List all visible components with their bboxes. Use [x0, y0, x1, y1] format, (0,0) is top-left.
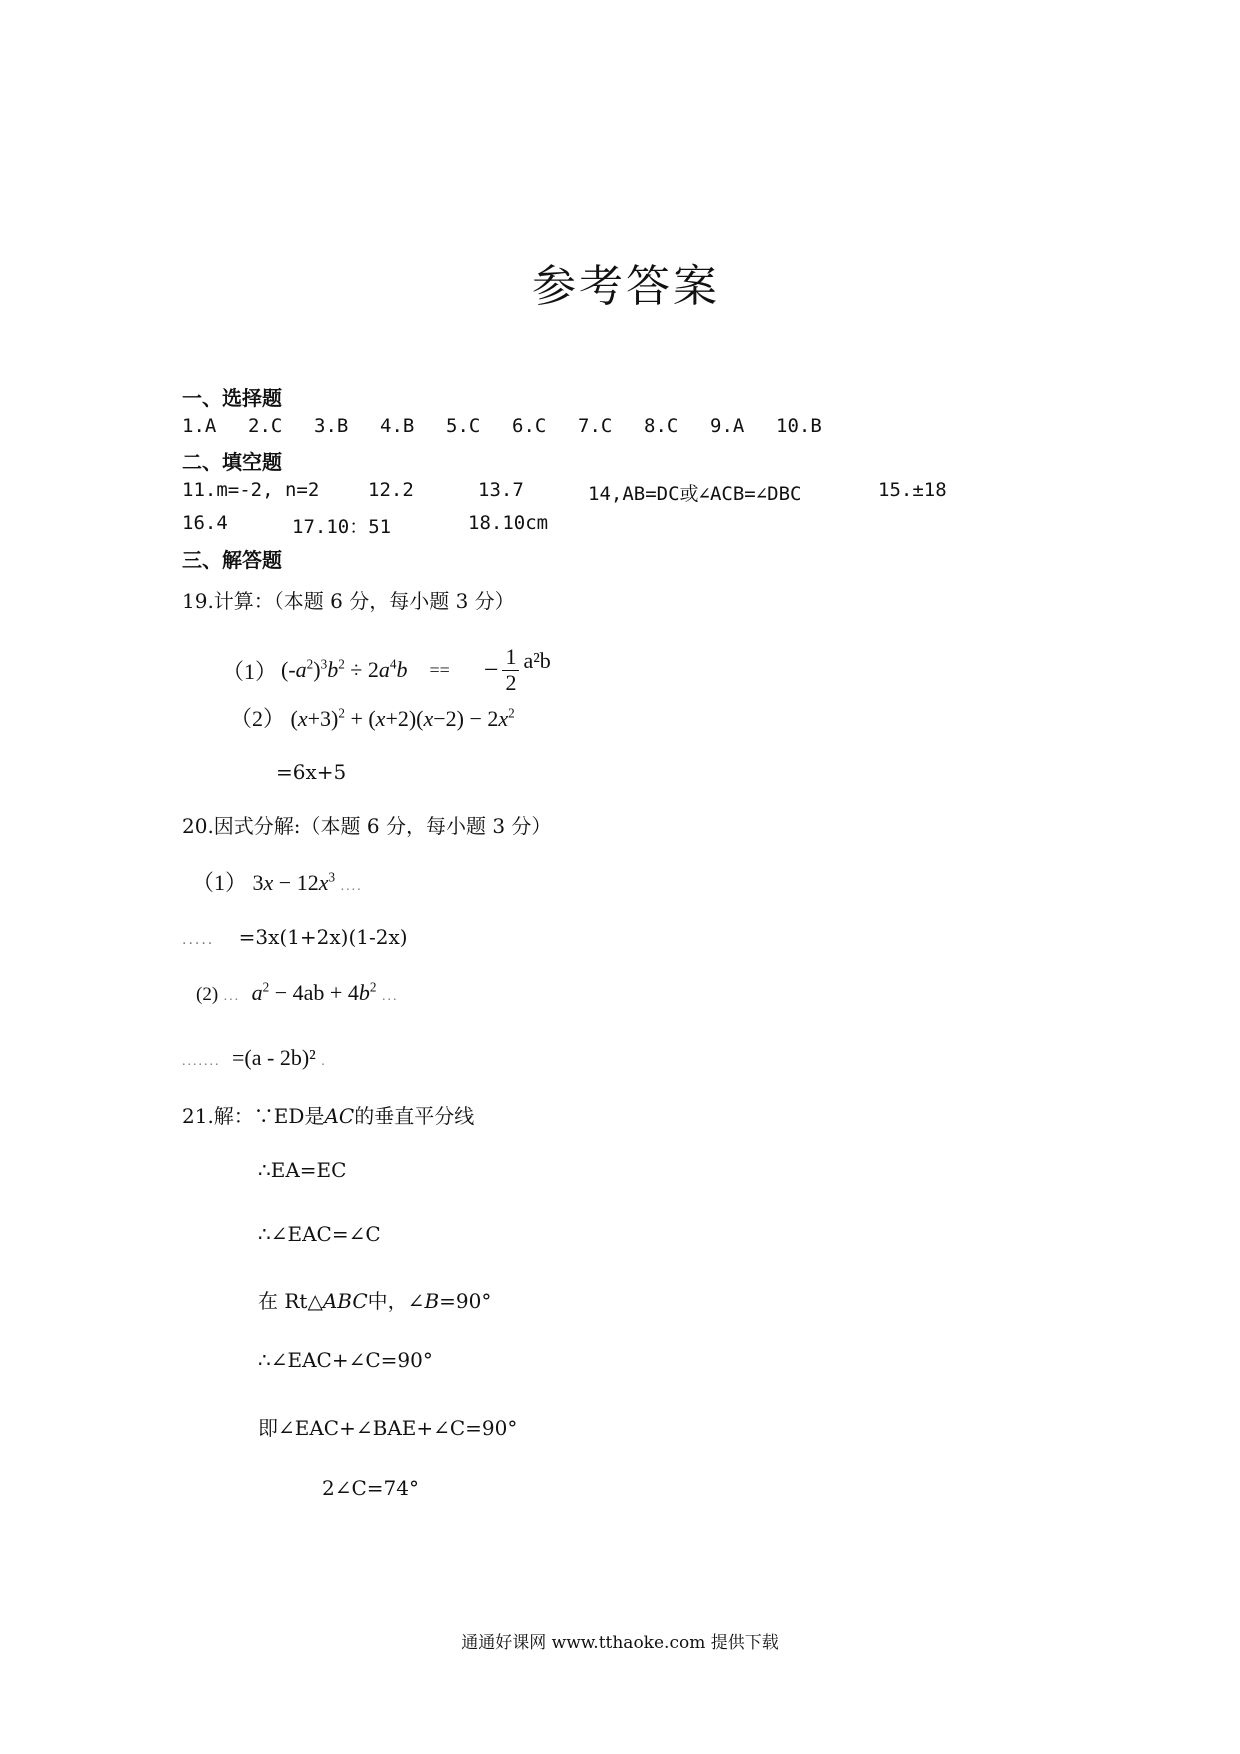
q21-line3-var2: B	[424, 1289, 440, 1313]
fill-answer: 16.4	[182, 512, 228, 534]
q20-part2-answer-line	[182, 1045, 327, 1071]
choice-answer: 9.A	[710, 415, 745, 437]
choice-answer: 7.C	[578, 415, 613, 437]
q21-header-prefix: 21.解：∵ED是	[182, 1104, 325, 1128]
choice-answer: 3.B	[314, 415, 349, 437]
q20-part2-lead-dots: .......	[182, 1054, 221, 1069]
q21-line3	[258, 1285, 491, 1314]
q21-header-var: AC	[324, 1104, 355, 1128]
q19-part1	[222, 640, 551, 700]
q20-part1-lead-dots: .....	[182, 932, 215, 948]
q21-line6: 2∠C=74°	[322, 1476, 419, 1500]
q19-part1-expression: $(-a^2)^3b^2 \div 2a^4b$	[281, 656, 408, 682]
q20-part1-expression: $3x - 12x^3$	[252, 869, 336, 895]
q19-part1-result: a²b	[523, 648, 551, 673]
q21-header	[182, 1100, 474, 1129]
q21-line3-var: ABC	[322, 1289, 368, 1313]
section-heading-fill: 二、填空题	[182, 450, 282, 474]
q19-part2-label: （2）	[230, 706, 286, 731]
q19-part1-fraction	[502, 645, 519, 694]
q20-part1-answer-line	[182, 925, 408, 949]
q19-part2-result: =6x+5	[276, 760, 347, 784]
page-title: 参考答案	[532, 261, 720, 312]
fraction-denominator: 2	[505, 669, 517, 695]
q21-header-suffix: 的垂直平分线	[354, 1104, 475, 1128]
q21-line3-c: =90°	[439, 1289, 492, 1313]
q21-line1: ∴EA=EC	[258, 1158, 347, 1182]
q20-part2-trail: .	[321, 1054, 327, 1069]
q21-line4: ∴∠EAC+∠C=90°	[258, 1348, 433, 1372]
fill-answer: 14,AB=DC或∠ACB=∠DBC	[588, 483, 802, 505]
choice-answer: 4.B	[380, 415, 415, 437]
q21-line2: ∴∠EAC=∠C	[258, 1222, 381, 1246]
q20-part2-trail-dots: ...	[381, 989, 399, 1004]
q20-part2-expression: $a^2 - 4ab + 4b^2$	[251, 979, 377, 1005]
q20-part1-label: （1）	[192, 870, 248, 895]
choice-answer: 2.C	[248, 415, 283, 437]
fill-answer: 17.10：51	[292, 516, 392, 538]
fill-answer: 13.7	[478, 479, 524, 501]
q19-part1-label: （1）	[222, 658, 278, 684]
section-heading-solve: 三、解答题	[182, 548, 282, 572]
choice-answer: 1.A	[182, 415, 217, 437]
q19-part2-expression: $(x+3)^2 + (x+2)(x-2) - 2x^2$	[290, 705, 515, 731]
section-heading-choice: 一、选择题	[182, 386, 282, 410]
q21-line3-b: 中，∠	[367, 1289, 425, 1313]
fill-answer: 12.2	[368, 479, 414, 501]
q20-part2-dots: ...	[223, 989, 241, 1004]
q19-header: 19.计算：（本题 6 分，每小题 3 分）	[182, 589, 515, 613]
q19-part1-minus: −	[483, 655, 499, 684]
q20-part1	[192, 866, 363, 897]
q21-line5: 即∠EAC+∠BAE+∠C=90°	[258, 1416, 518, 1440]
q20-header: 20.因式分解:（本题 6 分，每小题 3 分）	[182, 814, 552, 838]
q20-part1-result: =3x(1+2x)(1-2x)	[238, 925, 408, 949]
choice-answer: 8.C	[644, 415, 679, 437]
page-footer: 通通好课网 www.tthaoke.com 提供下载	[461, 1633, 779, 1653]
fraction-numerator: 1	[502, 645, 519, 670]
q19-part2	[230, 702, 515, 733]
fill-answer: 15.±18	[878, 479, 947, 501]
choice-answer: 10.B	[776, 415, 822, 437]
fill-answer: 11.m=-2, n=2	[182, 479, 320, 501]
q20-part2-label: (2)	[196, 984, 219, 1005]
fill-answer: 18.10cm	[468, 512, 549, 534]
q20-part1-dots: ....	[340, 879, 363, 894]
q19-part1-equals: ==	[429, 659, 450, 680]
q21-line3-a: 在 Rt△	[258, 1289, 323, 1313]
choice-answer: 6.C	[512, 415, 547, 437]
choice-answer: 5.C	[446, 415, 481, 437]
q20-part2-result: =(a - 2b)²	[232, 1045, 316, 1070]
q20-part2	[196, 980, 398, 1006]
